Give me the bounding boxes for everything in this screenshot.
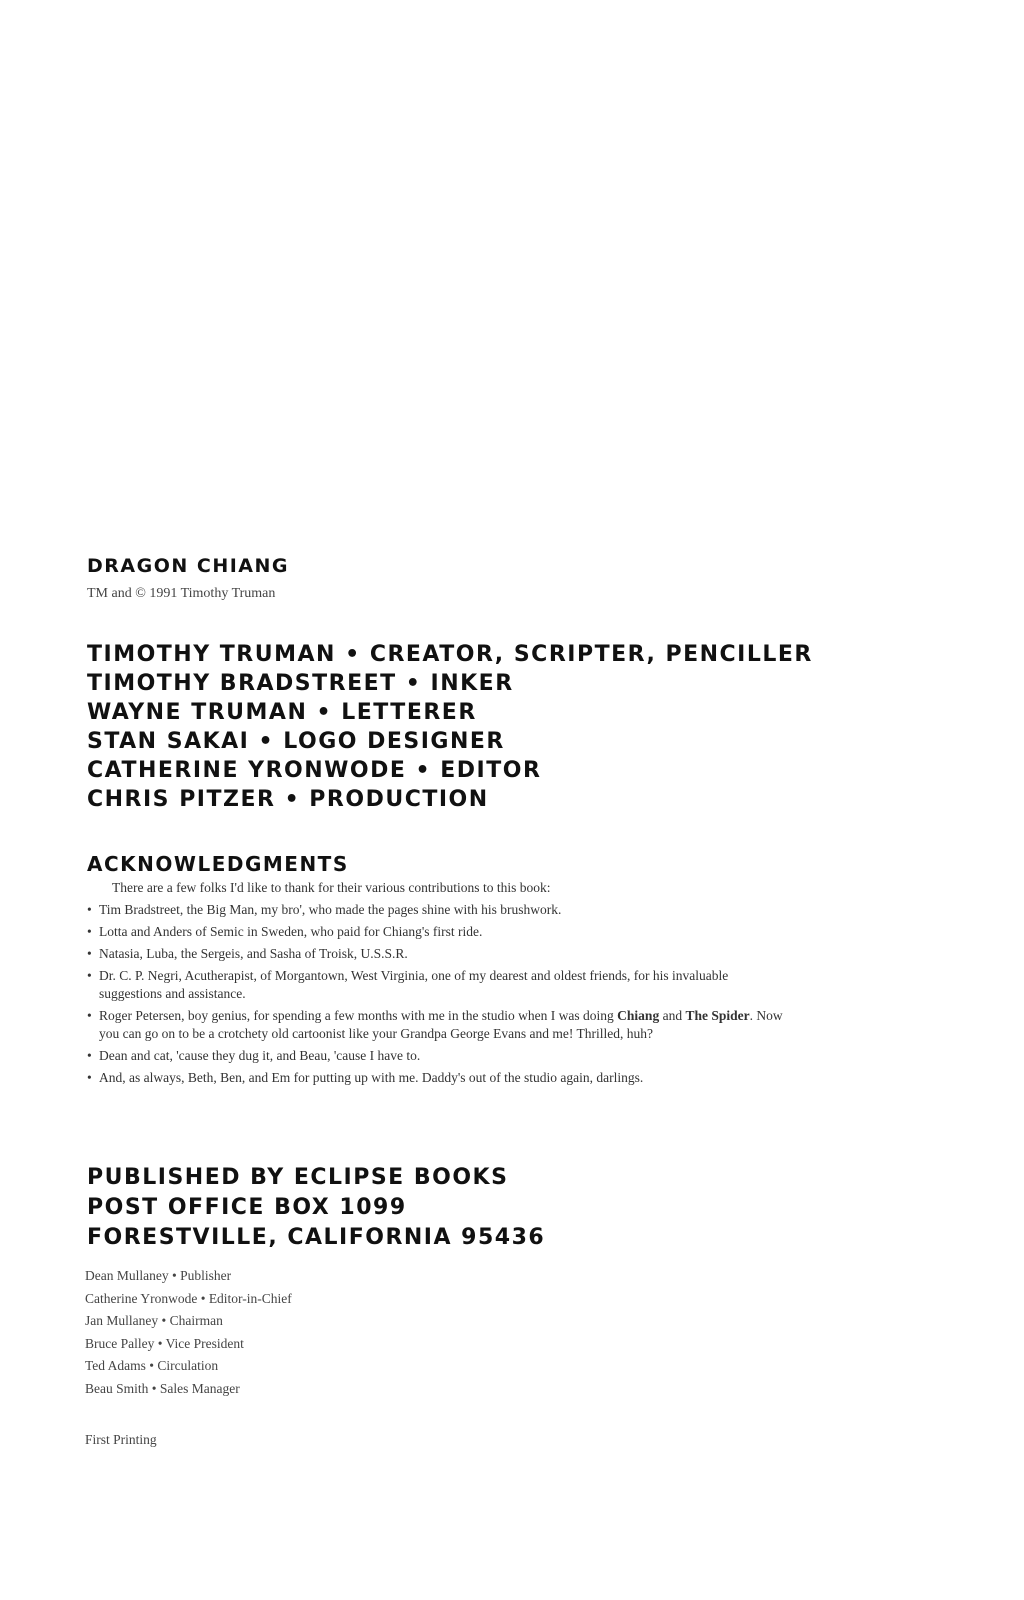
- list-item: • Dr. C. P. Negri, Acutherapist, of Morgantown, West Virginia, one of my dearest and oldest friends, for his invaluable suggestions and assistance.: [87, 968, 729, 1001]
- bullet-icon: •: [87, 1008, 92, 1023]
- publisher-po-box: POST OFFICE BOX 1099: [87, 1195, 407, 1220]
- list-item: • Dean and cat, 'cause they dug it, and Beau, 'cause I have to.: [87, 1048, 421, 1063]
- list-item: • Lotta and Anders of Semic in Sweden, who paid for Chiang's first ride.: [87, 924, 483, 939]
- bullet-icon: •: [87, 902, 92, 917]
- copyright-notice: TM and © 1991 Timothy Truman: [87, 586, 276, 601]
- bullet-icon: •: [87, 968, 92, 983]
- book-title: DRAGON CHIANG: [87, 555, 289, 577]
- staff-item: Beau Smith • Sales Manager: [85, 1380, 240, 1396]
- credit-letterer: WAYNE TRUMAN • LETTERER: [87, 700, 477, 725]
- acknowledgments-list: [87, 901, 787, 1091]
- book-title-chiang: Chiang: [617, 1008, 660, 1023]
- credit-editor: CATHERINE YRONWODE • EDITOR: [87, 758, 542, 783]
- bullet-icon: •: [87, 924, 92, 939]
- credits-list: [87, 640, 813, 814]
- publisher-name: PUBLISHED BY ECLIPSE BOOKS: [87, 1165, 509, 1190]
- publisher-address: [87, 1163, 545, 1253]
- bullet-icon: •: [87, 946, 92, 961]
- credit-production: CHRIS PITZER • PRODUCTION: [87, 787, 489, 812]
- staff-list: [85, 1265, 292, 1400]
- staff-item: Catherine Yronwode • Editor-in-Chief: [85, 1290, 292, 1306]
- acknowledgments-intro: There are a few folks I'd like to thank for their various contributions to this book:: [112, 880, 551, 895]
- credit-inker: TIMOTHY BRADSTREET • INKER: [87, 671, 514, 696]
- credit-creator: TIMOTHY TRUMAN • CREATOR, SCRIPTER, PENCILLER: [87, 642, 813, 667]
- list-item: • Natasia, Luba, the Sergeis, and Sasha of Troisk, U.S.S.R.: [87, 946, 408, 961]
- bullet-icon: •: [87, 1048, 92, 1063]
- printing-notice: First Printing: [85, 1432, 157, 1447]
- staff-item: Ted Adams • Circulation: [85, 1358, 219, 1373]
- list-item: • Roger Petersen, boy genius, for spending a few months with me in the studio when I was doing Chiang and The Spider. Now you can go on to be a crotchety old cartoonist like your Grandpa George Evans and me! Thrilled, huh?: [87, 1008, 783, 1041]
- credit-logo-designer: STAN SAKAI • LOGO DESIGNER: [87, 729, 505, 754]
- bullet-icon: •: [87, 1070, 92, 1085]
- publisher-city: FORESTVILLE, CALIFORNIA 95436: [87, 1225, 546, 1250]
- staff-item: Dean Mullaney • Publisher: [85, 1268, 232, 1283]
- book-title-the-spider: The Spider: [685, 1008, 750, 1023]
- list-item: • Tim Bradstreet, the Big Man, my bro', who made the pages shine with his brushwork.: [87, 902, 562, 917]
- acknowledgments-heading: ACKNOWLEDGMENTS: [87, 852, 349, 876]
- list-item: • And, as always, Beth, Ben, and Em for putting up with me. Daddy's out of the studio again, darlings.: [87, 1070, 644, 1085]
- staff-item: Jan Mullaney • Chairman: [85, 1313, 223, 1328]
- staff-item: Bruce Palley • Vice President: [85, 1335, 244, 1351]
